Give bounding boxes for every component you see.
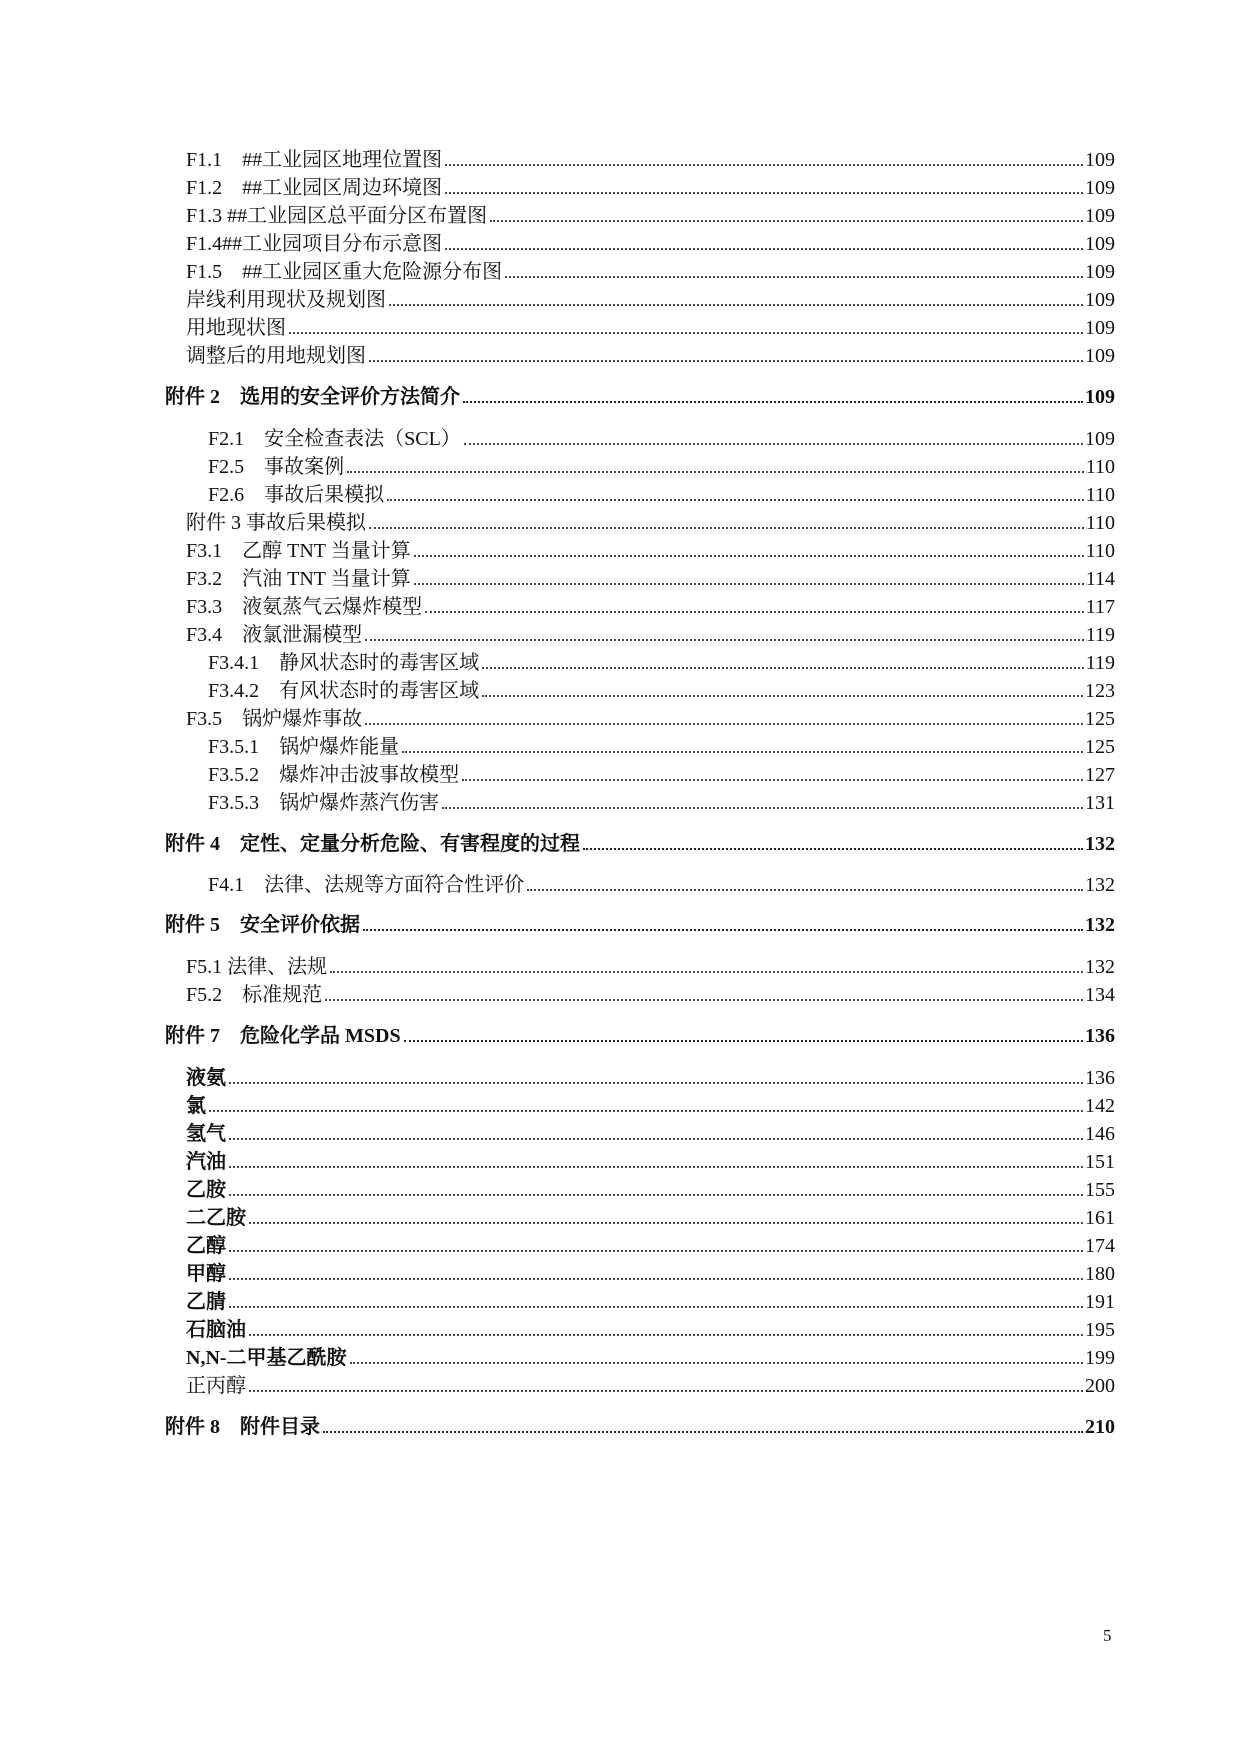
toc-entry-page: 191 bbox=[1085, 1291, 1115, 1313]
dot-leader bbox=[414, 555, 1084, 557]
toc-entry[interactable] bbox=[208, 680, 1115, 702]
toc-entry-label: 乙醇 bbox=[186, 1235, 226, 1257]
dot-leader bbox=[229, 1138, 1083, 1140]
toc-entry[interactable] bbox=[186, 1123, 1115, 1145]
dot-leader bbox=[347, 471, 1084, 473]
toc-entry-page: 174 bbox=[1085, 1235, 1115, 1257]
toc-entry-page: 136 bbox=[1085, 1067, 1115, 1089]
toc-entry[interactable] bbox=[186, 1095, 1115, 1117]
dot-leader bbox=[389, 304, 1083, 306]
toc-entry-label: F3.5.2 爆炸冲击波事故模型 bbox=[208, 764, 460, 786]
toc-entry-page: 180 bbox=[1085, 1263, 1115, 1285]
dot-leader bbox=[350, 1362, 1083, 1364]
toc-entry[interactable] bbox=[186, 708, 1115, 730]
toc-entry-page: 131 bbox=[1085, 792, 1115, 814]
dot-leader bbox=[402, 751, 1083, 753]
toc-entry-page: 132 bbox=[1085, 956, 1115, 978]
toc-entry-label: F1.5 ##工业园区重大危险源分布图 bbox=[186, 261, 503, 283]
toc-entry-page: 109 bbox=[1085, 205, 1115, 227]
toc-entry-page: 142 bbox=[1085, 1095, 1115, 1117]
toc-entry-label: F1.3 ##工业园区总平面分区布置图 bbox=[186, 205, 488, 227]
dot-leader bbox=[229, 1278, 1083, 1280]
toc-entry-page: 132 bbox=[1085, 874, 1115, 896]
dot-leader bbox=[365, 639, 1084, 641]
toc-entry-page: 110 bbox=[1085, 484, 1115, 506]
page-number: 5 bbox=[1103, 1626, 1112, 1645]
toc-entry[interactable] bbox=[186, 956, 1115, 978]
dot-leader bbox=[404, 1040, 1083, 1042]
toc-heading[interactable] bbox=[165, 833, 1115, 855]
toc-entry-label: F5.1 法律、法规 bbox=[186, 956, 328, 978]
toc-entry-page: 155 bbox=[1085, 1179, 1115, 1201]
toc-entry[interactable] bbox=[186, 1375, 1115, 1397]
toc-heading-page: 136 bbox=[1085, 1025, 1115, 1047]
toc-entry-label: 正丙醇 bbox=[186, 1375, 246, 1397]
toc-entry-page: 134 bbox=[1085, 984, 1115, 1006]
toc-heading[interactable] bbox=[165, 1025, 1115, 1047]
dot-leader bbox=[490, 220, 1083, 222]
toc-entry-label: F1.2 ##工业园区周边环境图 bbox=[186, 177, 443, 199]
dot-leader bbox=[482, 695, 1083, 697]
toc-entry-label: F3.4.1 静风状态时的毒害区域 bbox=[208, 652, 480, 674]
toc-entry[interactable] bbox=[186, 1067, 1115, 1089]
toc-heading-page: 132 bbox=[1085, 914, 1115, 936]
toc-entry-label: 岸线利用现状及规划图 bbox=[186, 289, 386, 311]
dot-leader bbox=[229, 1250, 1083, 1252]
toc-entry-page: 195 bbox=[1085, 1319, 1115, 1341]
toc-entry[interactable] bbox=[208, 484, 1115, 506]
toc-entry-page: 146 bbox=[1085, 1123, 1115, 1145]
toc-entry[interactable] bbox=[186, 177, 1115, 199]
dot-leader bbox=[464, 443, 1083, 445]
toc-heading[interactable] bbox=[165, 1416, 1115, 1438]
toc-entry[interactable] bbox=[186, 984, 1115, 1006]
toc-heading-page: 210 bbox=[1085, 1416, 1115, 1438]
toc-entry-page: 110 bbox=[1085, 540, 1115, 562]
dot-leader bbox=[209, 1110, 1083, 1112]
dot-leader bbox=[249, 1222, 1083, 1224]
toc-entry-page: 119 bbox=[1085, 624, 1115, 646]
toc-entry-label: F3.5.3 锅炉爆炸蒸汽伤害 bbox=[208, 792, 440, 814]
dot-leader bbox=[325, 999, 1083, 1001]
toc-entry[interactable] bbox=[208, 874, 1115, 896]
dot-leader bbox=[369, 527, 1084, 529]
toc-entry[interactable] bbox=[186, 1179, 1115, 1201]
toc-entry-page: 117 bbox=[1085, 596, 1115, 618]
toc-heading-label: 附件 7 危险化学品 MSDS bbox=[165, 1025, 401, 1047]
toc-entry-label: F3.5.1 锅炉爆炸能量 bbox=[208, 736, 400, 758]
toc-entry[interactable] bbox=[208, 456, 1115, 478]
toc-entry-label: 液氨 bbox=[186, 1067, 226, 1089]
dot-leader bbox=[482, 667, 1084, 669]
toc-entry-label: F3.4 液氯泄漏模型 bbox=[186, 624, 363, 646]
toc-entry-label: F3.3 液氨蒸气云爆炸模型 bbox=[186, 596, 423, 618]
toc-entry-page: 109 bbox=[1085, 149, 1115, 171]
toc-entry-label: F2.5 事故案例 bbox=[208, 456, 345, 478]
toc-entry-label: F3.1 乙醇 TNT 当量计算 bbox=[186, 540, 411, 562]
toc-entry[interactable] bbox=[208, 428, 1115, 450]
dot-leader bbox=[363, 929, 1083, 931]
toc-entry[interactable] bbox=[186, 317, 1115, 339]
toc-entry-page: 109 bbox=[1085, 289, 1115, 311]
dot-leader bbox=[330, 971, 1083, 973]
toc-heading[interactable] bbox=[165, 914, 1115, 936]
dot-leader bbox=[445, 248, 1083, 250]
toc-entry-page: 109 bbox=[1085, 261, 1115, 283]
toc-entry-page: 151 bbox=[1085, 1151, 1115, 1173]
toc-entry[interactable] bbox=[208, 764, 1115, 786]
toc-entry[interactable] bbox=[186, 596, 1115, 618]
toc-entry-label: F2.6 事故后果模拟 bbox=[208, 484, 385, 506]
dot-leader bbox=[229, 1166, 1083, 1168]
toc-entry-label: 用地现状图 bbox=[186, 317, 286, 339]
toc-entry[interactable] bbox=[186, 149, 1115, 171]
dot-leader bbox=[505, 276, 1083, 278]
dot-leader bbox=[462, 779, 1083, 781]
toc-entry-label: 二乙胺 bbox=[186, 1207, 246, 1229]
toc-entry-label: F3.2 汽油 TNT 当量计算 bbox=[186, 568, 411, 590]
toc-heading-label: 附件 2 选用的安全评价方法简介 bbox=[165, 386, 460, 408]
toc-entry-page: 110 bbox=[1085, 512, 1115, 534]
toc-entry-label: 乙腈 bbox=[186, 1291, 226, 1313]
dot-leader bbox=[229, 1306, 1083, 1308]
toc-entry-page: 200 bbox=[1085, 1375, 1115, 1397]
toc-heading-label: 附件 5 安全评价依据 bbox=[165, 914, 360, 936]
dot-leader bbox=[425, 611, 1084, 613]
toc-entry[interactable] bbox=[208, 652, 1115, 674]
toc-entry-page: 114 bbox=[1085, 568, 1115, 590]
toc-entry-label: 氢气 bbox=[186, 1123, 226, 1145]
toc-entry-label: 甲醇 bbox=[186, 1263, 226, 1285]
dot-leader bbox=[323, 1431, 1083, 1433]
toc-entry-page: 119 bbox=[1085, 652, 1115, 674]
toc-heading-label: 附件 8 附件目录 bbox=[165, 1416, 320, 1438]
toc-entry[interactable] bbox=[186, 568, 1115, 590]
toc-entry-label: F1.1 ##工业园区地理位置图 bbox=[186, 149, 443, 171]
toc-entry[interactable] bbox=[186, 205, 1115, 227]
toc-entry[interactable] bbox=[186, 289, 1115, 311]
dot-leader bbox=[414, 583, 1084, 585]
toc-entry[interactable] bbox=[186, 512, 1115, 534]
dot-leader bbox=[249, 1334, 1083, 1336]
toc-entry-page: 109 bbox=[1085, 345, 1115, 367]
toc-entry-page: 125 bbox=[1085, 736, 1115, 758]
dot-leader bbox=[387, 499, 1084, 501]
toc-entry-label: 氯 bbox=[186, 1095, 206, 1117]
dot-leader bbox=[249, 1390, 1083, 1392]
toc-entry-label: N,N-二甲基乙酰胺 bbox=[186, 1347, 347, 1369]
toc-entry-page: 161 bbox=[1085, 1207, 1115, 1229]
toc-heading-page: 109 bbox=[1085, 386, 1115, 408]
toc-entry[interactable] bbox=[186, 1347, 1115, 1369]
toc-entry[interactable] bbox=[186, 1151, 1115, 1173]
toc-entry-page: 109 bbox=[1085, 317, 1115, 339]
toc-entry[interactable] bbox=[186, 1263, 1115, 1285]
toc-entry-label: 附件 3 事故后果模拟 bbox=[186, 512, 366, 534]
toc-entry-label: F1.4##工业园项目分布示意图 bbox=[186, 233, 443, 255]
toc-entry-page: 123 bbox=[1085, 680, 1115, 702]
toc-entry-label: 乙胺 bbox=[186, 1179, 226, 1201]
toc-entry-page: 109 bbox=[1085, 177, 1115, 199]
dot-leader bbox=[369, 360, 1083, 362]
dot-leader bbox=[229, 1082, 1083, 1084]
dot-leader bbox=[442, 807, 1083, 809]
toc-entry-label: 石脑油 bbox=[186, 1319, 246, 1341]
toc-entry-page: 127 bbox=[1085, 764, 1115, 786]
dot-leader bbox=[463, 401, 1083, 403]
dot-leader bbox=[445, 164, 1083, 166]
toc-entry-page: 109 bbox=[1085, 428, 1115, 450]
dot-leader bbox=[229, 1194, 1083, 1196]
toc-entry-label: F4.1 法律、法规等方面符合性评价 bbox=[208, 874, 525, 896]
toc-entry[interactable] bbox=[186, 1235, 1115, 1257]
toc-entry-label: 调整后的用地规划图 bbox=[186, 345, 366, 367]
dot-leader bbox=[583, 848, 1083, 850]
toc-entry[interactable] bbox=[208, 736, 1115, 758]
toc-entry-page: 109 bbox=[1085, 233, 1115, 255]
toc-entry[interactable] bbox=[186, 1207, 1115, 1229]
toc-entry-label: F3.5 锅炉爆炸事故 bbox=[186, 708, 363, 730]
toc-entry[interactable] bbox=[208, 792, 1115, 814]
dot-leader bbox=[527, 889, 1083, 891]
dot-leader bbox=[365, 723, 1083, 725]
toc-entry[interactable] bbox=[186, 233, 1115, 255]
toc-entry[interactable] bbox=[186, 540, 1115, 562]
toc-entry[interactable] bbox=[186, 1319, 1115, 1341]
toc-entry[interactable] bbox=[186, 261, 1115, 283]
dot-leader bbox=[289, 332, 1083, 334]
toc-entry[interactable] bbox=[186, 624, 1115, 646]
toc-entry-label: F3.4.2 有风状态时的毒害区域 bbox=[208, 680, 480, 702]
toc-entry-page: 199 bbox=[1085, 1347, 1115, 1369]
toc-heading-label: 附件 4 定性、定量分析危险、有害程度的过程 bbox=[165, 833, 580, 855]
toc-entry-page: 125 bbox=[1085, 708, 1115, 730]
toc-entry[interactable] bbox=[186, 1291, 1115, 1313]
toc-entry-label: F5.2 标准规范 bbox=[186, 984, 323, 1006]
toc-entry-label: F2.1 安全检查表法（SCL） bbox=[208, 428, 461, 450]
toc-heading[interactable] bbox=[165, 386, 1115, 408]
toc-entry-page: 110 bbox=[1085, 456, 1115, 478]
toc-entry-label: 汽油 bbox=[186, 1151, 226, 1173]
toc-entry[interactable] bbox=[186, 345, 1115, 367]
toc-heading-page: 132 bbox=[1085, 833, 1115, 855]
dot-leader bbox=[445, 192, 1083, 194]
